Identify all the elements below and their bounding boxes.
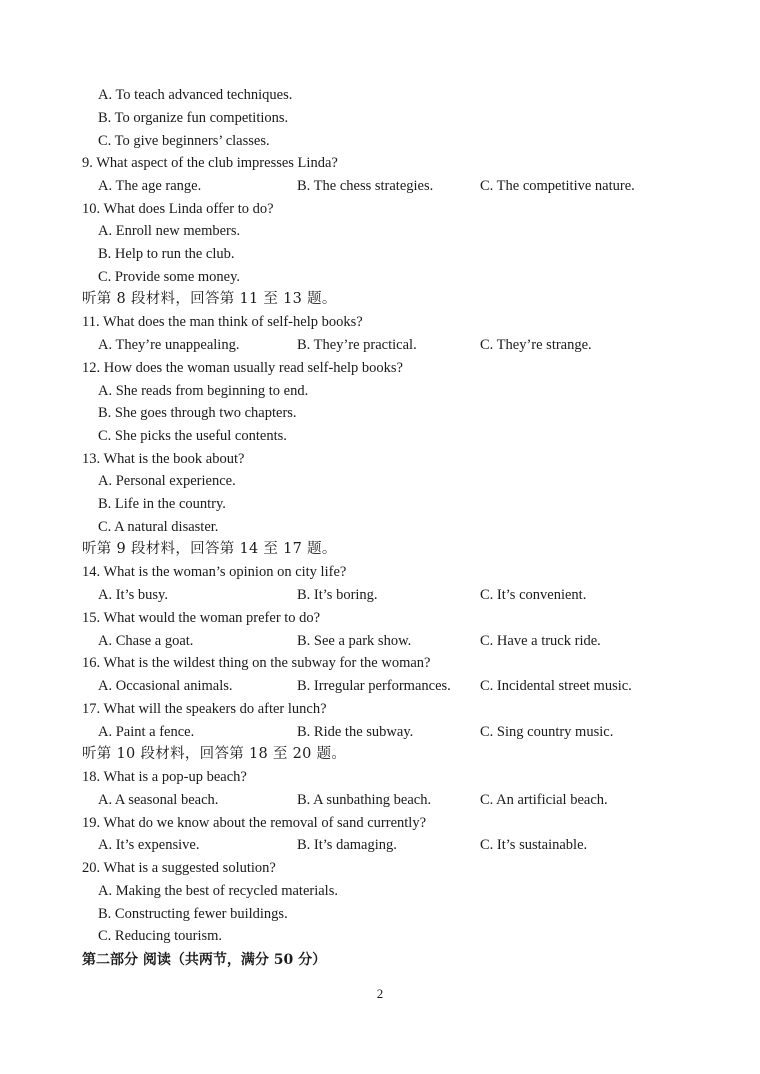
q14-option-c: C. It’s convenient. <box>480 587 587 603</box>
q8-option-c: C. To give beginners’ classes. <box>98 133 270 149</box>
q15-option-c: C. Have a truck ride. <box>480 633 601 649</box>
q20-option-a: A. Making the best of recycled materials. <box>98 883 338 899</box>
q13-question: 13. What is the book about? <box>82 451 245 467</box>
q15-question: 15. What would the woman prefer to do? <box>82 610 321 626</box>
q15-options <box>0 631 760 651</box>
q17-option-b: B. Ride the subway. <box>297 724 414 740</box>
q8-option-a: A. To teach advanced techniques. <box>98 87 293 103</box>
q12-option-c: C. She picks the useful contents. <box>98 428 287 444</box>
q9-question: 9. What aspect of the club impresses Linda? <box>82 155 338 171</box>
section-8-instruction: 听第 8 段材料，回答第 11 至 13 题。 <box>82 291 337 307</box>
q19-option-b: B. It’s damaging. <box>297 837 397 853</box>
q11-option-a: A. They’re unappealing. <box>98 337 240 353</box>
q11-question: 11. What does the man think of self-help books? <box>82 314 363 330</box>
q20-option-c: C. Reducing tourism. <box>98 928 223 944</box>
q11-options <box>0 335 760 355</box>
q18-question: 18. What is a pop-up beach? <box>82 769 247 785</box>
q18-option-c: C. An artificial beach. <box>480 792 608 808</box>
part-2-heading: 第二部分 阅读（共两节，满分 50 分） <box>82 952 327 968</box>
q19-option-a: A. It’s expensive. <box>98 837 200 853</box>
q11-option-c: C. They’re strange. <box>480 337 592 353</box>
q9-option-c: C. The competitive nature. <box>480 178 635 194</box>
q16-option-b: B. Irregular performances. <box>297 678 451 694</box>
q19-option-c: C. It’s sustainable. <box>480 837 588 853</box>
q9-option-b: B. The chess strategies. <box>297 178 434 194</box>
q8-option-b: B. To organize fun competitions. <box>98 110 289 126</box>
q12-option-a: A. She reads from beginning to end. <box>98 383 309 399</box>
q16-question: 16. What is the wildest thing on the subway for the woman? <box>82 655 431 671</box>
q11-option-b: B. They’re practical. <box>297 337 417 353</box>
q10-option-b: B. Help to run the club. <box>98 246 235 262</box>
q18-option-a: A. A seasonal beach. <box>98 792 219 808</box>
q14-question: 14. What is the woman’s opinion on city life? <box>82 564 347 580</box>
q16-option-c: C. Incidental street music. <box>480 678 632 694</box>
q14-options <box>0 585 760 605</box>
q9-option-a: A. The age range. <box>98 178 202 194</box>
q9-options <box>0 176 760 196</box>
q15-option-a: A. Chase a goat. <box>98 633 194 649</box>
q19-options <box>0 835 760 855</box>
q12-question: 12. How does the woman usually read self-help books? <box>82 360 403 376</box>
q14-option-b: B. It’s boring. <box>297 587 378 603</box>
q17-question: 17. What will the speakers do after lunch? <box>82 701 327 717</box>
q12-option-b: B. She goes through two chapters. <box>98 405 297 421</box>
q16-option-a: A. Occasional animals. <box>98 678 233 694</box>
section-9-instruction: 听第 9 段材料，回答第 14 至 17 题。 <box>82 541 337 557</box>
q13-option-c: C. A natural disaster. <box>98 519 219 535</box>
q19-question: 19. What do we know about the removal of sand currently? <box>82 815 427 831</box>
q14-option-a: A. It’s busy. <box>98 587 168 603</box>
q17-option-c: C. Sing country music. <box>480 724 614 740</box>
q10-option-a: A. Enroll new members. <box>98 223 241 239</box>
q20-question: 20. What is a suggested solution? <box>82 860 276 876</box>
q17-options <box>0 722 760 742</box>
q16-options <box>0 676 760 696</box>
q20-option-b: B. Constructing fewer buildings. <box>98 906 288 922</box>
q18-options <box>0 790 760 810</box>
q18-option-b: B. A sunbathing beach. <box>297 792 432 808</box>
section-10-instruction: 听第 10 段材料，回答第 18 至 20 题。 <box>82 746 347 762</box>
q15-option-b: B. See a park show. <box>297 633 412 649</box>
page-number: 2 <box>376 986 384 1001</box>
q17-option-a: A. Paint a fence. <box>98 724 195 740</box>
q10-option-c: C. Provide some money. <box>98 269 241 285</box>
q10-question: 10. What does Linda offer to do? <box>82 201 274 217</box>
q13-option-b: B. Life in the country. <box>98 496 226 512</box>
q13-option-a: A. Personal experience. <box>98 473 236 489</box>
